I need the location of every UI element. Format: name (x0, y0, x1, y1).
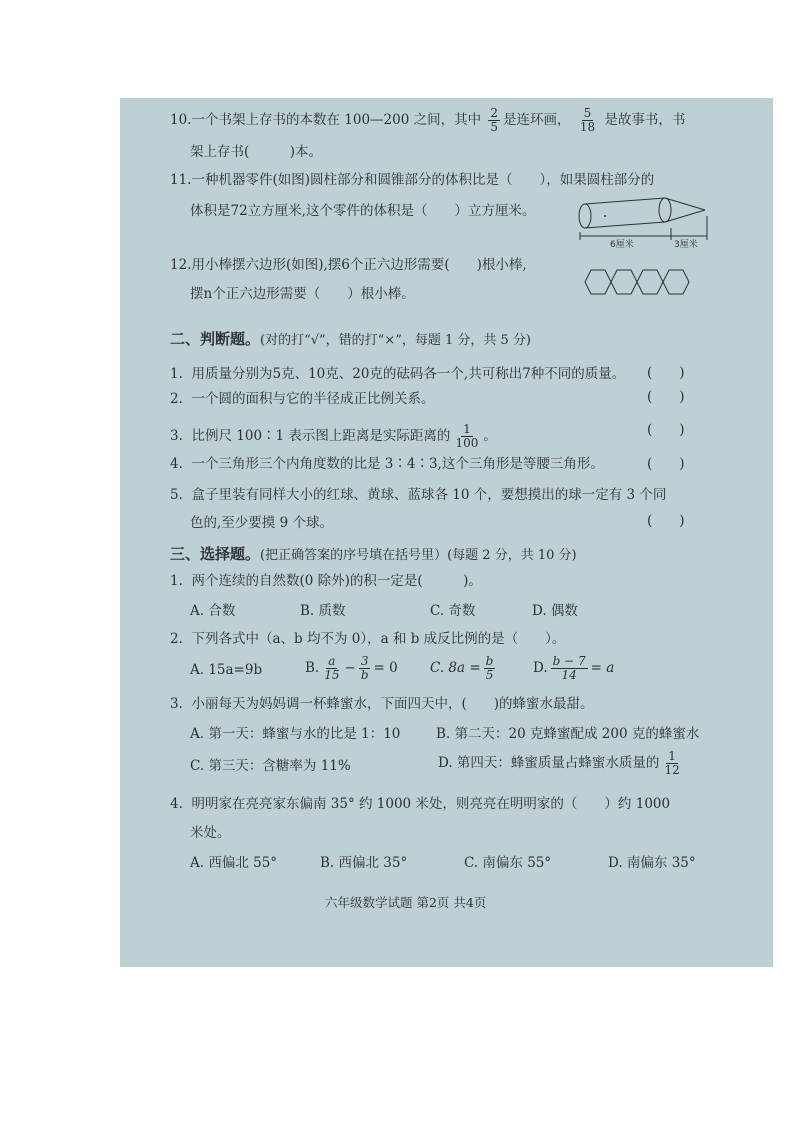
fraction-numerator: b − 7 (552, 654, 586, 668)
q-number: 3. (170, 696, 183, 712)
fraction-denominator: 14 (561, 668, 577, 682)
answer-paren-3[interactable]: ( ) (647, 422, 685, 438)
judge-item-3 (170, 423, 497, 450)
q3-option-c: C. 第三天：含糖率为 11% (190, 758, 351, 774)
q2-option-c (430, 655, 498, 682)
fraction-denominator: 12 (664, 763, 680, 777)
answer-paren-5[interactable]: ( ) (647, 513, 685, 529)
q2-option-d (533, 655, 614, 682)
equals: = a (590, 660, 615, 676)
option-letter: D. (533, 660, 548, 676)
section-2-title: 二、判断题。 (170, 330, 261, 348)
fraction-numerator: 2 (490, 106, 499, 120)
item-text: 比例尺 100∶1 表示图上距离是实际距离的 (191, 428, 451, 444)
q10-fraction-5-18 (578, 107, 597, 134)
q-text: 小丽每天为妈妈调一杯蜂蜜水，下面四天中，( )的蜂蜜水最甜。 (191, 696, 594, 712)
q1-option-c: C. 奇数 (430, 603, 476, 619)
q11-line2: 体积是72立方厘米,这个零件的体积是（ ）立方厘米。 (190, 203, 536, 219)
q1-option-d: D. 偶数 (532, 603, 578, 619)
q11-line1 (170, 171, 654, 189)
fraction-numerator: a (328, 654, 336, 668)
q2-option-b (305, 655, 398, 682)
q2-b-fraction-2 (359, 655, 371, 682)
choice-q1 (170, 572, 482, 590)
equals: = 0 (373, 660, 398, 676)
q4-option-d: D. 南偏东 35° (608, 855, 696, 871)
item-number: 5. (170, 487, 183, 503)
fraction-numerator: 3 (360, 654, 369, 668)
q3-d-fraction (662, 750, 681, 777)
q11-number: 11. (170, 172, 192, 188)
item-3-fraction (453, 423, 480, 450)
item-number: 3. (170, 428, 183, 444)
q12-line1 (170, 256, 527, 274)
cylinder-length-label: 6厘米 (610, 240, 634, 250)
q4-option-c: C. 南偏东 55° (464, 855, 552, 871)
q10-text-a: 一个书架上存书的本数在 100—200 之间，其中 (191, 112, 482, 128)
judge-item-2 (170, 390, 434, 408)
fraction-denominator: 18 (579, 120, 596, 134)
q10-line1 (170, 107, 685, 134)
q10-fraction-2-5 (488, 107, 500, 134)
section-2-heading (170, 330, 531, 350)
fraction-numerator: 5 (583, 106, 592, 120)
q12-text: 用小棒摆六边形(如图),摆6个正六边形需要( )根小棒, (191, 257, 527, 273)
section-3-heading (170, 545, 577, 565)
q3-option-b: B. 第二天：20 克蜂蜜配成 200 克的蜂蜜水 (436, 726, 700, 742)
q10-line2: 架上存书( )本。 (190, 144, 323, 160)
judge-item-1 (170, 365, 625, 383)
option-letter: B. (305, 660, 320, 676)
choice-q3 (170, 695, 594, 713)
q1-option-b: B. 质数 (300, 603, 346, 619)
fraction-denominator: 5 (490, 120, 499, 134)
answer-paren-1[interactable]: ( ) (647, 365, 685, 381)
q2-b-fraction-1 (322, 655, 341, 682)
item-number: 1. (170, 366, 183, 382)
q2-c-fraction (484, 655, 496, 682)
cone-length-label: 3厘米 (674, 240, 698, 250)
answer-paren-2[interactable]: ( ) (647, 389, 685, 405)
q3-option-d (438, 750, 685, 777)
section-2-note: (对的打“√”，错的打“×”，每题 1 分，共 5 分) (260, 333, 531, 348)
fraction-numerator: 1 (668, 749, 676, 763)
section-3-title: 三、选择题。 (170, 545, 261, 563)
q-text: 明明家在亮亮家东偏南 35° 约 1000 米处，则亮亮在明明家的（ ）约 1000 (191, 796, 671, 812)
fraction-denominator: b (360, 668, 369, 682)
item-tail: 。 (483, 428, 497, 444)
q2-d-fraction (551, 655, 588, 682)
q11-text: 一种机器零件(如图)圆柱部分和圆锥部分的体积比是（ ），如果圆柱部分的 (191, 172, 655, 188)
judge-item-4 (170, 455, 604, 473)
q4-option-b: B. 西偏北 35° (320, 855, 408, 871)
section-3-note: (把正确答案的序号填在括号里）(每题 2 分，共 10 分) (260, 548, 577, 563)
fraction-denominator: 5 (485, 668, 494, 682)
choice-q2 (170, 630, 565, 648)
option-text: C. 8a = (430, 660, 481, 676)
judge-item-5-line2: 色的,至少要摸 9 个球。 (190, 515, 333, 531)
q-text: 下列各式中（a、b 均不为 0），a 和 b 成反比例的是（ ）。 (191, 631, 566, 647)
q-text: 两个连续的自然数(0 除外)的积一定是( )。 (191, 573, 482, 589)
item-text: 一个圆的面积与它的半径成正比例关系。 (191, 391, 435, 407)
q4-line2: 米处。 (190, 825, 231, 841)
item-text: 一个三角形三个内角度数的比是 3∶4∶3,这个三角形是等腰三角形。 (191, 456, 604, 472)
q10-text-c: 是故事书，书 (604, 112, 686, 128)
exam-page (120, 98, 773, 967)
q10-number: 10. (170, 112, 192, 128)
fraction-denominator: 15 (324, 668, 340, 682)
q3-option-a: A. 第一天：蜂蜜与水的比是 1：10 (190, 726, 401, 742)
cylinder-cone-figure (575, 196, 715, 251)
item-number: 4. (170, 456, 183, 472)
item-number: 2. (170, 391, 183, 407)
q-number: 1. (170, 573, 183, 589)
q12-line2: 摆n个正六边形需要（ ）根小棒。 (190, 286, 415, 302)
q2-option-a: A. 15a=9b (190, 662, 263, 678)
fraction-denominator: 100 (455, 436, 479, 450)
hexagon-chain-figure (585, 270, 695, 295)
q10-text-b: 是连环画， (503, 112, 571, 128)
option-text: D. 第四天：蜂蜜质量占蜂蜜水质量的 (438, 755, 660, 771)
q12-number: 12. (170, 257, 192, 273)
q-number: 4. (170, 796, 183, 812)
judge-item-5 (170, 486, 666, 504)
minus-sign: − (344, 660, 356, 676)
q-number: 2. (170, 631, 183, 647)
fraction-numerator: 1 (463, 422, 471, 436)
item-text: 用质量分别为5克、10克、20克的砝码各一个,共可称出7种不同的质量。 (191, 366, 626, 382)
q1-option-a: A. 合数 (190, 603, 236, 619)
answer-paren-4[interactable]: ( ) (647, 456, 685, 472)
fraction-numerator: b (485, 654, 494, 668)
page-footer: 六年级数学试题 第2页 共4页 (325, 895, 487, 910)
choice-q4 (170, 795, 670, 813)
q4-option-a: A. 西偏北 55° (190, 855, 278, 871)
item-text: 盒子里装有同样大小的红球、黄球、蓝球各 10 个，要想摸出的球一定有 3 个同 (191, 487, 667, 503)
